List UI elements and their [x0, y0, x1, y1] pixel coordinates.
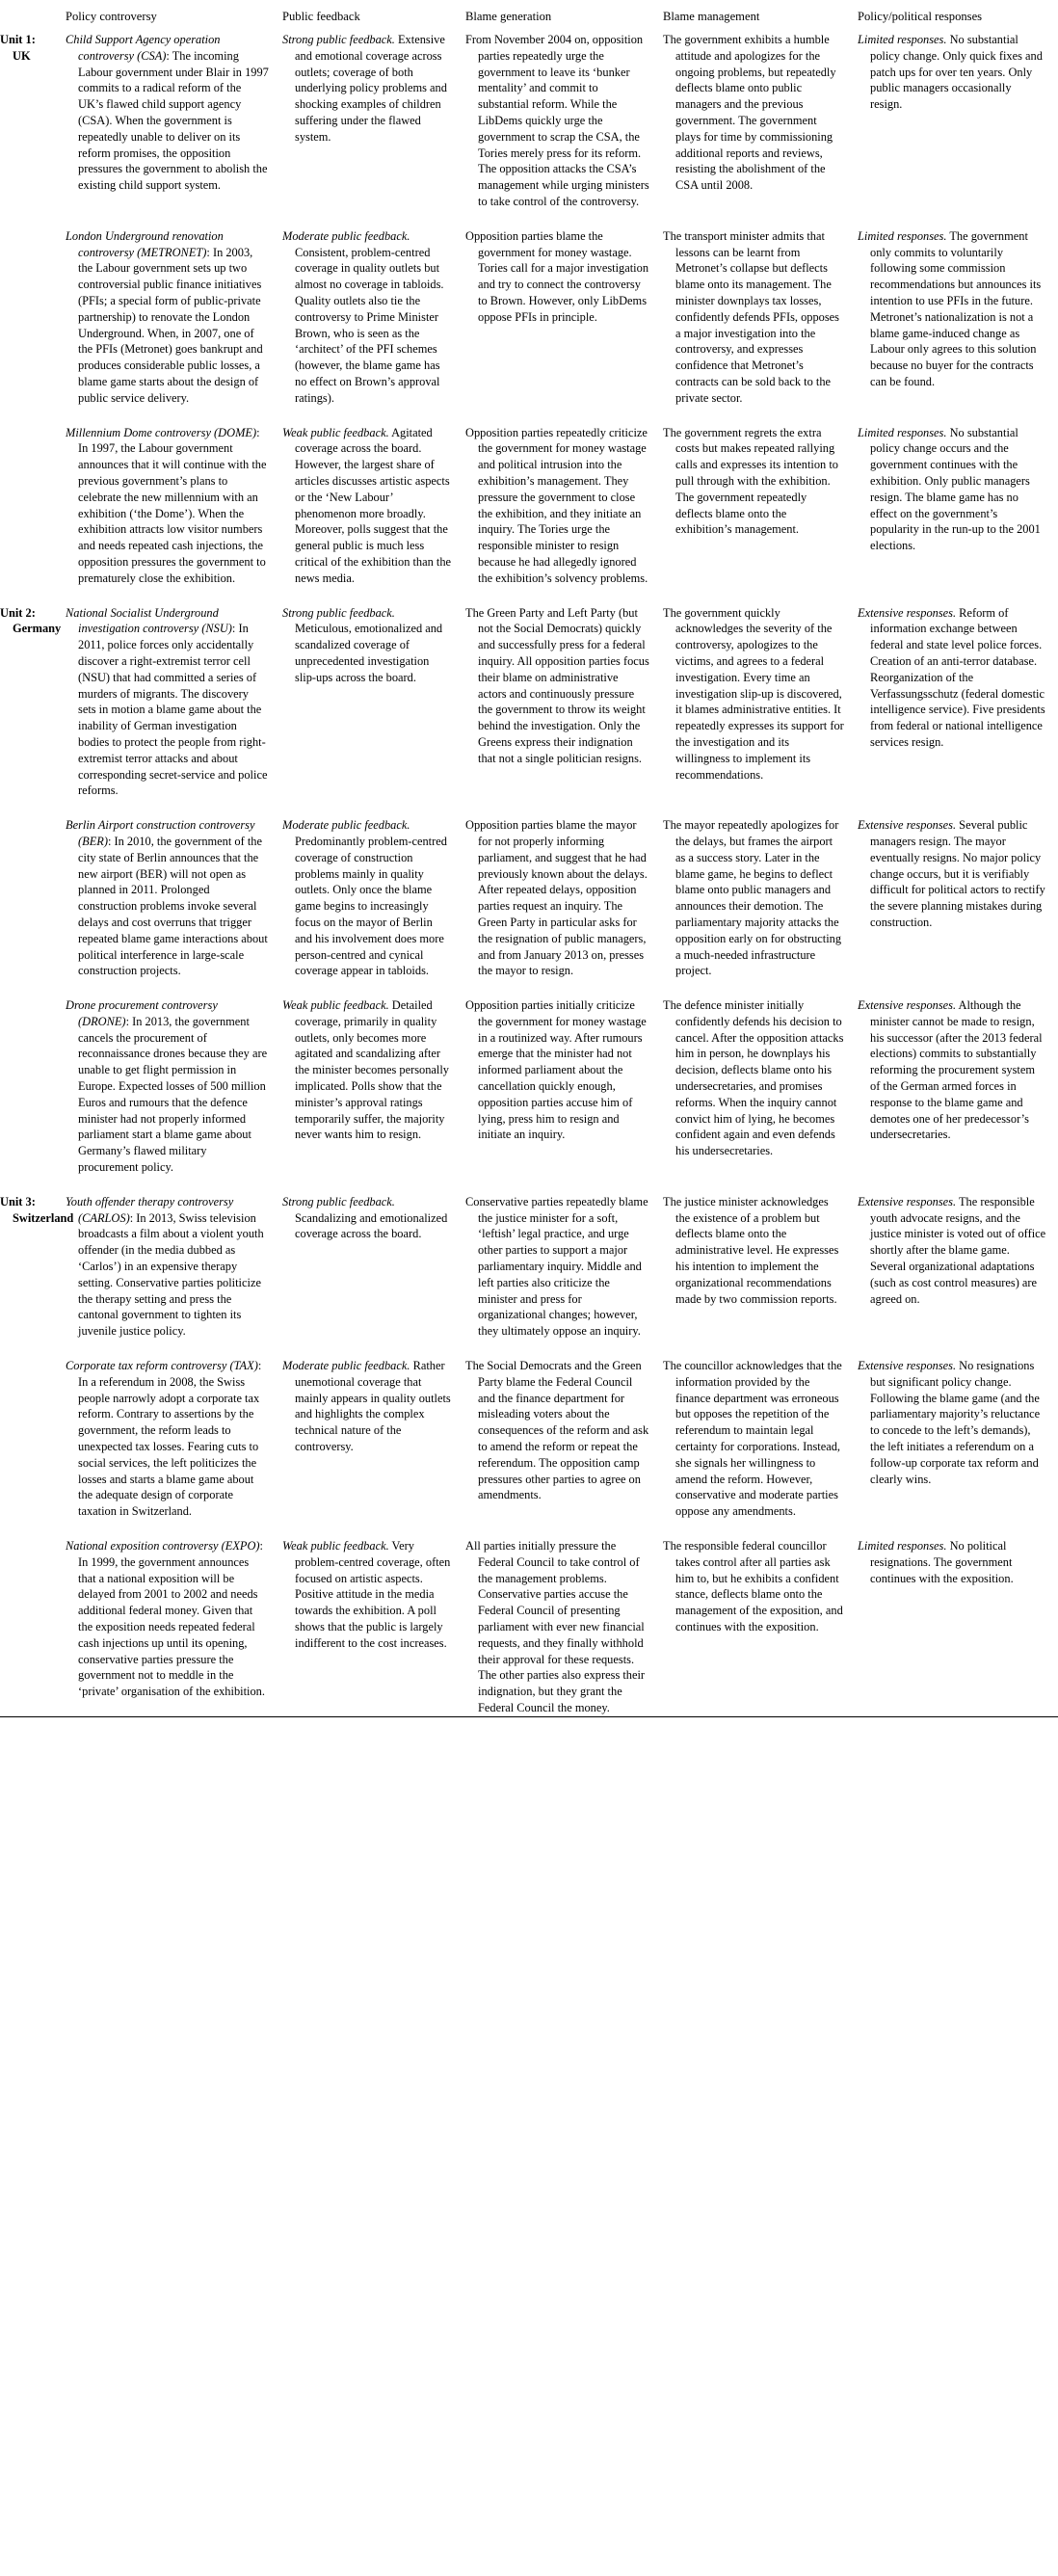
spacer-cell: [463, 407, 661, 425]
spacer-cell: [661, 979, 856, 997]
policy-controversy-cell: [64, 32, 280, 210]
table-row: [0, 605, 1058, 800]
spacer-cell: [64, 210, 280, 228]
public-feedback-cell: [280, 228, 463, 407]
spacer-cell: [463, 799, 661, 817]
policy-political-responses-cell-text: Extensive responses. The responsible youth advocate resigns, and the justice minister is voted out of office shortly after the blame game. Several organizational adaptations (such as cost control measures) are agreed on.: [858, 1194, 1046, 1306]
blame-generation-cell-text: All parties initially pressure the Federal Council to take control of the management problems. Conservative parties accuse the Federal Council of presenting parliament with ever new financial requests, and they finally withhold their approval for these requests. The other parties also express their indignation, but they grant the Federal Council the money.: [465, 1539, 646, 1714]
spacer-cell: [856, 1520, 1058, 1538]
unit-label-cell: [0, 817, 64, 979]
blame-management-cell: [661, 1538, 856, 1716]
spacer-cell: [856, 1340, 1058, 1358]
policy-controversy-cell-lead: Child Support Agency operation controversy (CSA): [66, 33, 221, 63]
policy-political-responses-cell-text: Extensive responses. Reform of information exchange between federal and state level police forces. Creation of an anti-terror database. Reorganization of the Verfassungsschutz (federal domestic intelligence service). Five presidents from federal or national intelligence services resign.: [858, 605, 1045, 749]
blame-generation-cell-text: Conservative parties repeatedly blame the justice minister for a soft, ‘leftish’ legal practice, and urge other parties to support a major parliamentary inquiry. Middle and left parties also criticize the minister and press for organizational changes; however, they ultimately oppose an inquiry.: [465, 1194, 648, 1339]
spacer-cell: [280, 210, 463, 228]
spacer-cell: [856, 799, 1058, 817]
blame-management-cell: [661, 1358, 856, 1520]
spacer-cell: [0, 210, 64, 228]
policy-controversy-cell-lead: National Socialist Underground investigation controversy (NSU): [66, 605, 232, 636]
public-feedback-cell-lead: Strong public feedback.: [282, 1194, 395, 1208]
unit-label-line-1: Unit 2:: [0, 605, 36, 620]
public-feedback-cell-lead: Moderate public feedback.: [282, 1359, 410, 1373]
blame-management-cell-text: The transport minister admits that lessons can be learnt from Metronet’s collapse but deflects blame onto its management. The minister downplays tax losses, confidently defends PFIs, opposes a major investigation into the controversy, and expresses confidence that Metronet’s contracts can be sold back to the private sector.: [663, 228, 840, 405]
public-feedback-cell-lead: Moderate public feedback.: [282, 228, 410, 243]
spacer-cell: [64, 1520, 280, 1538]
blame-management-cell-text: The justice minister acknowledges the existence of a problem but deflects blame onto the administrative level. He expresses his intention to implement the organizational recommendations made by two commission reports.: [663, 1194, 839, 1306]
column-header-blame-generation: Blame generation: [465, 10, 552, 23]
unit-label-cell: [0, 228, 64, 407]
public-feedback-cell-text: Moderate public feedback. Predominantly problem-centred coverage of construction problems mainly in quality outlets. Only once the blame game begins to increasingly focus on the mayor of Berlin and his involvement does more person-centred and cynical coverage appear in tabloids.: [282, 818, 447, 978]
unit-label-cell: [0, 997, 64, 1176]
blame-management-cell-text: The councillor acknowledges that the information provided by the finance department was erroneous but opposes the repetition of the referendum to maintain legal certainty for corporations. Instead, she signals her willingness to amend the reform. However, conservative and moderate parties oppose any amendments.: [663, 1359, 842, 1519]
unit-label-cell: [0, 1538, 64, 1716]
spacer-cell: [856, 587, 1058, 605]
public-feedback-cell-text: Strong public feedback. Meticulous, emotionalized and scandalized coverage of unprecedented investigation slip-ups across the board.: [282, 605, 443, 684]
row-spacer: [0, 799, 1058, 817]
spacer-cell: [661, 587, 856, 605]
policy-controversy-cell-text: National Socialist Underground investigation controversy (NSU): In 2011, police forces only accidentally discover a right-extremist terror cell (NSU) that had committed a series of murders of migrants. The discovery sets in motion a blame game about the inability of German investigation bodies to protect the people from right-extremist terror attacks and about corresponding secret-service and police reforms.: [66, 605, 268, 798]
spacer-cell: [0, 1340, 64, 1358]
row-spacer: [0, 1340, 1058, 1358]
public-feedback-cell-lead: Weak public feedback.: [282, 1539, 389, 1553]
blame-management-cell: [661, 817, 856, 979]
blame-generation-cell: [463, 32, 661, 210]
policy-controversy-cell: [64, 817, 280, 979]
column-header-policy-controversy: Policy controversy: [66, 10, 157, 23]
policy-controversy-cell-text: Berlin Airport construction controversy (BER): In 2010, the government of the city state of Berlin announces that the new airport (BER) will not open as planned in 2011. Prolonged construction problems invoke several delays and cost overruns that trigger repeated blame game interactions about political interference in large-scale construction projects.: [66, 818, 268, 978]
unit-label-line-1: Unit 1:: [0, 33, 36, 47]
public-feedback-cell-text: Moderate public feedback. Consistent, problem-centred coverage in quality outlets but almost no coverage in tabloids. Quality outlets also tie the controversy to Prime Minister Brown, who is seen as the ‘architect’ of the PFI schemes (however, the blame game has no effect on Brown’s approval ratings).: [282, 228, 444, 405]
policy-controversy-cell-lead: Drone procurement controversy (DRONE): [66, 998, 218, 1028]
blame-generation-cell: [463, 1538, 661, 1716]
table-row: [0, 425, 1058, 587]
policy-political-responses-cell-lead: Extensive responses.: [858, 1194, 957, 1208]
spacer-cell: [280, 979, 463, 997]
spacer-cell: [64, 799, 280, 817]
public-feedback-cell-text: Moderate public feedback. Rather unemotional coverage that mainly appears in quality outlets and highlights the complex technical nature of the controversy.: [282, 1359, 451, 1454]
blame-generation-cell-text: Opposition parties blame the mayor for not properly informing parliament, and suggest that he had previously known about the delays. After repeated delays, opposition parties request an inquiry. The Green Party in particular asks for the resignation of public managers, and from January 2013 on, presses the mayor to resign.: [465, 818, 648, 978]
policy-controversy-cell: [64, 605, 280, 800]
public-feedback-cell-text: Strong public feedback. Extensive and emotional coverage across outlets; coverage of both underlying policy problems and shocking examples of children suffering under the flawed system.: [282, 33, 447, 144]
public-feedback-cell-lead: Weak public feedback.: [282, 425, 389, 439]
unit-label-line-2: UK: [13, 48, 31, 63]
unit-label-cell: [0, 32, 64, 210]
policy-political-responses-cell-text: Limited responses. No substantial policy change. Only quick fixes and patch ups for over ten years. Only public managers occasionally resign.: [858, 33, 1043, 112]
policy-controversy-cell-text: Child Support Agency operation controversy (CSA): The incoming Labour government under Blair in 1997 commits to a radical reform of the UK’s flawed child support agency (CSA). When the government is repeatedly unable to deliver on its reform promises, the opposition pressures the government to abolish the existing child support system.: [66, 33, 269, 193]
policy-political-responses-cell: [856, 228, 1058, 407]
blame-management-cell: [661, 228, 856, 407]
blame-generation-cell: [463, 425, 661, 587]
unit-spacer: [0, 587, 1058, 605]
blame-generation-cell: [463, 1194, 661, 1340]
unit-label-cell: [0, 425, 64, 587]
spacer-cell: [463, 979, 661, 997]
policy-controversy-cell: [64, 1194, 280, 1340]
blame-generation-cell-text: Opposition parties initially criticize the government for money wastage in a routinized way. After rumours emerge that the minister had not informed parliament about the cancellation quickly enough, opposition parties accuse him of lying, press him to resign and initiate an inquiry.: [465, 998, 647, 1142]
blame-generation-cell: [463, 605, 661, 800]
policy-political-responses-cell: [856, 1358, 1058, 1520]
spacer-cell: [280, 1520, 463, 1538]
public-feedback-cell-lead: Strong public feedback.: [282, 33, 395, 47]
blame-management-cell: [661, 605, 856, 800]
unit-label-line-2: Switzerland: [13, 1210, 74, 1225]
table-row: [0, 1194, 1058, 1340]
spacer-cell: [661, 210, 856, 228]
policy-political-responses-cell-text: Limited responses. No political resignations. The government continues with the exposition.: [858, 1539, 1014, 1585]
row-spacer: [0, 407, 1058, 425]
policy-controversy-cell: [64, 1358, 280, 1520]
policy-political-responses-cell-lead: Extensive responses.: [858, 605, 957, 620]
policy-controversy-cell: [64, 228, 280, 407]
policy-controversy-cell: [64, 1538, 280, 1716]
blame-management-cell: [661, 997, 856, 1176]
blame-management-cell-text: The government quickly acknowledges the severity of the controversy, apologizes to the victims, and agrees to a federal investigation. Every time an investigation slip-up is discovered, it blames administrative entities. It repeatedly expresses its support for the investigation and its willingness to implement its recommendations.: [663, 605, 844, 782]
spacer-cell: [280, 587, 463, 605]
policy-political-responses-cell: [856, 605, 1058, 800]
public-feedback-cell-lead: Moderate public feedback.: [282, 818, 410, 833]
column-header-public-feedback: Public feedback: [282, 10, 360, 23]
public-feedback-cell-text: Weak public feedback. Detailed coverage, primarily in quality outlets, only becomes more agitated and scandalizing after the minister becomes personally implicated. Polls show that the minister’s approval ratings temporarily suffer, the majority never wants him to resign.: [282, 998, 450, 1142]
table-body: [0, 32, 1058, 1716]
blame-management-cell: [661, 1194, 856, 1340]
public-feedback-cell: [280, 605, 463, 800]
public-feedback-cell: [280, 425, 463, 587]
spacer-cell: [661, 407, 856, 425]
blame-management-cell: [661, 32, 856, 210]
public-feedback-cell: [280, 1194, 463, 1340]
spacer-cell: [280, 799, 463, 817]
policy-controversy-cell-text: National exposition controversy (EXPO): In 1999, the government announces that a national exposition will be delayed from 2001 to 2002 and needs additional federal money. Given that the exposition needs repeated federal cash injections up until its opening, conservative parties pressure the government not to meddle in the ‘private’ organisation of the exhibition.: [66, 1539, 265, 1699]
row-spacer: [0, 979, 1058, 997]
public-feedback-cell-lead: Weak public feedback.: [282, 998, 389, 1013]
public-feedback-cell: [280, 1358, 463, 1520]
row-spacer: [0, 1520, 1058, 1538]
blame-generation-cell-text: Opposition parties blame the government for money wastage. Tories call for a major investigation and try to connect the controversy to Brown. However, only LibDems oppose PFIs in principle.: [465, 228, 649, 324]
policy-political-responses-cell: [856, 1194, 1058, 1340]
blame-generation-cell: [463, 817, 661, 979]
spacer-cell: [856, 979, 1058, 997]
spacer-cell: [280, 1340, 463, 1358]
policy-controversy-cell-lead: National exposition controversy (EXPO): [66, 1539, 260, 1553]
policy-controversy-cell-text: Drone procurement controversy (DRONE): In 2013, the government cancels the procurement of reconnaissance drones because they are unable to get flight permission in Europe. Expected losses of 500 million Euros and rumours that the defence minister had not properly informed parliament start a blame game about Germany’s flawed military procurement policy.: [66, 998, 268, 1175]
public-feedback-cell-lead: Strong public feedback.: [282, 605, 395, 620]
spacer-cell: [0, 979, 64, 997]
policy-controversy-cell-text: London Underground renovation controversy (METRONET): In 2003, the Labour government sets up two controversial public finance initiatives (PFIs; a special form of public-private partnership) to renovate the London Underground. When, in 2007, one of the PFIs (Metronet) goes bankrupt and produces considerable public losses, a blame game starts about the design of public service delivery.: [66, 228, 263, 405]
unit-label-line-2: Germany: [13, 622, 62, 636]
spacer-cell: [463, 1176, 661, 1194]
policy-controversy-cell-lead: Berlin Airport construction controversy (BER): [66, 818, 255, 848]
spacer-cell: [0, 407, 64, 425]
policy-controversy-cell-lead: Youth offender therapy controversy (CARLOS): [66, 1194, 234, 1225]
table-row: [0, 1538, 1058, 1716]
blame-management-cell-text: The government exhibits a humble attitude and apologizes for the ongoing problems, but repeatedly deflects blame onto public managers and the previous government. The government plays for time by commissioning additional reports and reviews, resisting the abolishment of the CSA until 2008.: [663, 33, 836, 193]
spacer-cell: [661, 799, 856, 817]
column-header-policy-political-responses: Policy/political responses: [858, 10, 983, 23]
spacer-cell: [0, 587, 64, 605]
blame-generation-cell-text: From November 2004 on, opposition parties repeatedly urge the government to leave its ‘bunker mentality’ and commit to substantial reform. While the LibDems quickly urge the government to scrap the CSA, the Tories merely press for its reform. The opposition attacks the CSA’s management while urging ministers to take control of the controversy.: [465, 33, 649, 209]
policy-controversy-cell-lead: Corporate tax reform controversy (TAX): [66, 1359, 258, 1373]
spacer-cell: [463, 587, 661, 605]
policy-controversy-cell: [64, 997, 280, 1176]
table-row: [0, 817, 1058, 979]
unit-spacer: [0, 1176, 1058, 1194]
blame-generation-cell: [463, 997, 661, 1176]
spacer-cell: [856, 407, 1058, 425]
policy-political-responses-cell-lead: Limited responses.: [858, 1539, 947, 1553]
public-feedback-cell: [280, 817, 463, 979]
blame-management-cell-text: The government regrets the extra costs but makes repeated rallying calls and expresses its intention to pull through with the exhibition. The government repeatedly deflects blame onto the exhibition’s management.: [663, 425, 838, 537]
spacer-cell: [661, 1176, 856, 1194]
policy-political-responses-cell-lead: Extensive responses.: [858, 1359, 957, 1373]
policy-political-responses-cell: [856, 425, 1058, 587]
policy-political-responses-cell-lead: Extensive responses.: [858, 998, 957, 1013]
spacer-cell: [0, 1176, 64, 1194]
spacer-cell: [463, 210, 661, 228]
table-row: [0, 997, 1058, 1176]
blame-generation-cell: [463, 1358, 661, 1520]
blame-management-cell-text: The defence minister initially confidently defends his decision to cancel. After the opposition attacks him in person, he downplays his decision, deflects blame onto his undersecretaries, and promises reforms. When the inquiry cannot convict him of lying, he becomes confident again and even defends his undersecretaries.: [663, 998, 844, 1158]
spacer-cell: [463, 1340, 661, 1358]
table-row: [0, 32, 1058, 210]
row-spacer: [0, 210, 1058, 228]
spacer-cell: [64, 587, 280, 605]
policy-political-responses-cell-lead: Limited responses.: [858, 33, 947, 47]
public-feedback-cell-text: Weak public feedback. Very problem-centred coverage, often focused on artistic aspects. Positive attitude in the media towards the exhibition. A poll shows that the public is largely indifferent to the cost increases.: [282, 1539, 451, 1650]
policy-political-responses-cell-text: Extensive responses. Several public managers resign. The mayor eventually resigns. No major policy change occurs, but it is verifiably difficult for political actors to rectify the severe planning mistakes during construction.: [858, 818, 1045, 929]
spacer-cell: [64, 979, 280, 997]
public-feedback-cell: [280, 997, 463, 1176]
spacer-cell: [661, 1340, 856, 1358]
policy-political-responses-cell-lead: Extensive responses.: [858, 818, 957, 833]
policy-political-responses-cell-text: Extensive responses. No resignations but significant policy change. Following the blame game (and the parliamentary majority’s reluctance to concede to the left’s demands), the left initiates a referendum on a follow-up corporate tax reform and clearly wins.: [858, 1359, 1041, 1486]
table-header: [0, 0, 1058, 32]
policy-controversy-cell-lead: Millennium Dome controversy (DOME): [66, 425, 257, 439]
unit-label-cell: [0, 1194, 74, 1340]
policy-controversy-cell-text: Youth offender therapy controversy (CARLOS): In 2013, Swiss television broadcasts a film about a violent youth offender (in the media dubbed as ‘Carlos’) in an expensive therapy setting. Conservative parties politicize the therapy setting and press the cantonal government to tighten its juvenile justice policy.: [66, 1194, 264, 1339]
spacer-cell: [280, 1176, 463, 1194]
blame-generation-cell-text: Opposition parties repeatedly criticize the government for money wastage and political intrusion into the exhibition’s management. They pressure the government to close the exhibition, and they initiate an inquiry. The Tories urge the responsible minister to resign because he had allegedly ignored the exhibition’s solvency problems.: [465, 425, 648, 585]
public-feedback-cell: [280, 1538, 463, 1716]
policy-controversy-cell: [64, 425, 280, 587]
unit-label-line-1: Unit 3:: [0, 1194, 36, 1208]
header-row: [0, 0, 1058, 32]
spacer-cell: [64, 407, 280, 425]
spacer-cell: [64, 1176, 280, 1194]
unit-label-cell: [0, 605, 64, 800]
spacer-cell: [661, 1520, 856, 1538]
spacer-cell: [856, 210, 1058, 228]
blame-generation-cell-text: The Green Party and Left Party (but not the Social Democrats) quickly and successfully press for a federal inquiry. All opposition parties focus their blame on administrative actors and continuously pressure the government to throw its weight behind the investigation. Only the Greens express their indignation that not a single politician resigns.: [465, 605, 649, 765]
table-row: [0, 228, 1058, 407]
spacer-cell: [64, 1340, 280, 1358]
blame-management-cell-text: The mayor repeatedly apologizes for the delays, but frames the airport as a success story. Later in the blame game, he begins to deflect blame onto public managers and announces their demotion. The parliamentary majority attacks the opposition early on for obstructing a much-needed infrastructure project.: [663, 818, 842, 978]
public-feedback-cell-text: Weak public feedback. Agitated coverage across the board. However, the largest share of articles discusses artistic aspects or the ‘New Labour’ phenomenon more broadly. Moreover, polls suggest that the general public is much less critical of the exhibition than the news media.: [282, 425, 452, 585]
spacer-cell: [280, 407, 463, 425]
blame-management-cell: [661, 425, 856, 587]
public-feedback-cell: [280, 32, 463, 210]
policy-political-responses-cell-lead: Limited responses.: [858, 228, 947, 243]
policy-controversy-cell-text: Corporate tax reform controversy (TAX): In a referendum in 2008, the Swiss people narrowly adopt a corporate tax reform. Contrary to assertions by the government, the reform leads to unexpected tax losses. Fearing cuts to social services, the left politicizes the losses and starts a blame game about the adequate design of corporate taxation in Switzerland.: [66, 1359, 262, 1519]
column-header-blame-management: Blame management: [663, 10, 760, 23]
spacer-cell: [0, 1520, 64, 1538]
spacer-cell: [856, 1176, 1058, 1194]
policy-controversy-cell-text: Millennium Dome controversy (DOME): In 1997, the Labour government announces that it will continue with the previous government’s plans to celebrate the new millennium with an exhibition (‘the Dome’). When the exhibition attracts low visitor numbers and needs repeated cash injections, the opposition pressures the government to prematurely close the exhibition.: [66, 425, 267, 585]
blame-generation-cell-text: The Social Democrats and the Green Party blame the Federal Council and the finance department for misleading voters about the consequences of the reform and ask to amend the reform or repeat the referendum. The opposition camp pressures other parties to agree on amendments.: [465, 1359, 649, 1502]
policy-political-responses-cell: [856, 32, 1058, 210]
policy-controversy-cell-lead: London Underground renovation controversy (METRONET): [66, 228, 224, 259]
policy-political-responses-cell-lead: Limited responses.: [858, 425, 947, 439]
blame-management-cell-text: The responsible federal councillor takes control after all parties ask him to, but he exhibits a confident stance, deflects blame onto the management of the exposition, and continues with the exposition.: [663, 1539, 843, 1633]
policy-political-responses-cell-text: Extensive responses. Although the minister cannot be made to resign, his successor (after the 2013 federal elections) commits to substantially reforming the procurement system of the German armed forces in response to the blame game and demotes one of her predecessor’s undersecretaries.: [858, 998, 1043, 1142]
policy-political-responses-cell: [856, 817, 1058, 979]
policy-political-responses-cell-text: Limited responses. The government only commits to voluntarily following some commission recommendations but announces its intention to use PFIs in the future. Metronet’s nationalization is not a blame game-induced change as Labour only agrees to this solution because no buyer for the contracts can be found.: [858, 228, 1042, 388]
policy-political-responses-cell: [856, 997, 1058, 1176]
policy-political-responses-cell: [856, 1538, 1058, 1716]
policy-political-responses-cell-text: Limited responses. No substantial policy change occurs and the government continues with the exhibition. Only public managers resign. The blame game has no effect on the government’s popularity in the run-up to the 2001 elections.: [858, 425, 1041, 553]
blame-generation-cell: [463, 228, 661, 407]
spacer-cell: [463, 1520, 661, 1538]
spacer-cell: [0, 799, 64, 817]
unit-label-cell: [0, 1358, 64, 1520]
column-header-unit: [0, 0, 64, 32]
public-feedback-cell-text: Strong public feedback. Scandalizing and emotionalized coverage across the board.: [282, 1194, 448, 1241]
table-row: [0, 1358, 1058, 1520]
